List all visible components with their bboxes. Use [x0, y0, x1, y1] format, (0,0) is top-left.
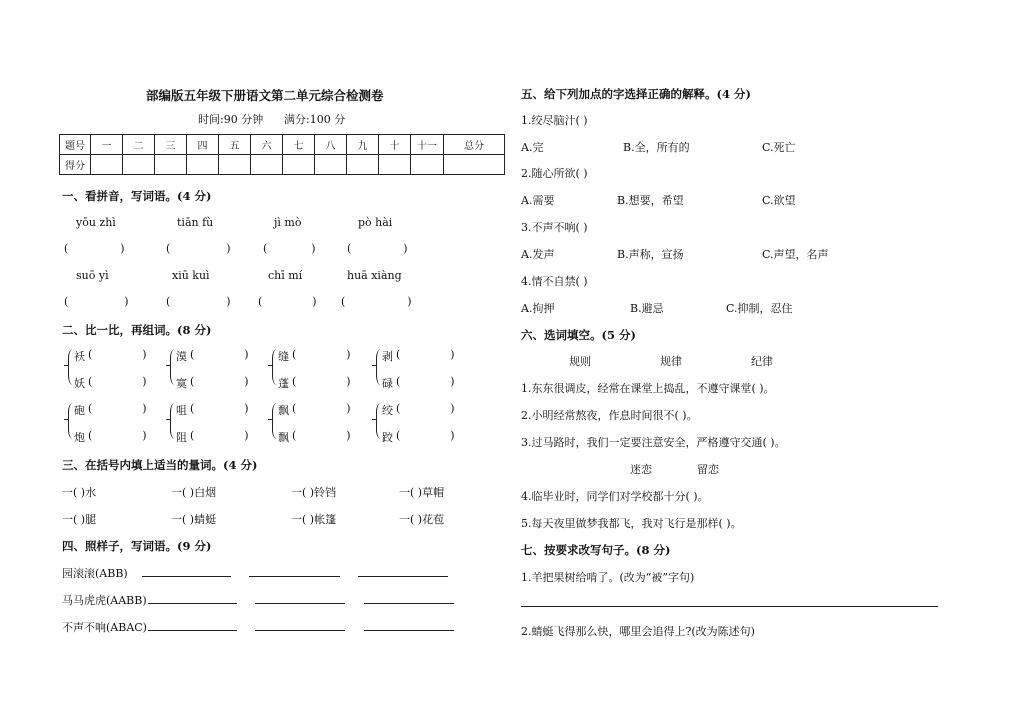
pattern-example: 不声不响(ABAC) — [62, 621, 147, 634]
option[interactable]: B.想要，希望 — [617, 194, 684, 207]
word-blank[interactable]: ( ) — [396, 375, 455, 388]
exam-full-score: 满分:100 分 — [284, 113, 346, 126]
score-cell: 六 — [251, 135, 283, 155]
word-blank[interactable]: ( ) — [88, 429, 147, 442]
word-blank[interactable]: ( ) — [190, 429, 249, 442]
word-blank[interactable]: ( ) — [292, 402, 351, 415]
answer-line[interactable] — [358, 576, 448, 577]
score-cell-blank[interactable] — [315, 155, 347, 175]
score-cell-blank[interactable] — [251, 155, 283, 175]
compare-char: 寞 — [176, 377, 187, 390]
score-cell: 七 — [283, 135, 315, 155]
pinyin: yōu zhì — [76, 216, 116, 229]
score-cell-blank[interactable] — [91, 155, 123, 175]
question[interactable]: 1.绞尽脑汁( ) — [521, 114, 588, 127]
pinyin: jì mò — [274, 216, 302, 229]
word-blank[interactable]: ( ) — [292, 429, 351, 442]
pinyin: xiū kuì — [172, 269, 210, 282]
word-blank[interactable]: ( ) — [88, 348, 147, 361]
word-blank[interactable]: ( ) — [190, 402, 249, 415]
option[interactable]: C.抑制，忍住 — [726, 302, 793, 315]
compare-char: 跤 — [382, 431, 393, 444]
fill-sentence[interactable]: 5.每天夜里做梦我都飞，我对飞行是那样( )。 — [521, 517, 742, 530]
word-blank[interactable]: ( ) — [88, 375, 147, 388]
measure-word-item[interactable]: 一( )花苞 — [399, 513, 445, 526]
section-2-heading: 二、比一比，再组词。(8 分) — [62, 323, 212, 337]
score-cell-blank[interactable] — [444, 155, 505, 175]
compare-char: 漠 — [176, 350, 187, 363]
score-cell: 五 — [219, 135, 251, 155]
pinyin: chī mí — [268, 269, 303, 282]
answer-line[interactable] — [255, 603, 345, 604]
score-cell-blank[interactable] — [187, 155, 219, 175]
option[interactable]: B.声称，宣扬 — [617, 248, 684, 261]
score-cell-blank[interactable] — [123, 155, 155, 175]
rewrite-question: 2.蜻蜓飞得那么快，哪里会追得上?(改为陈述句) — [521, 625, 755, 638]
measure-word-item[interactable]: 一( )草帽 — [399, 486, 445, 499]
fill-sentence[interactable]: 2.小明经常熬夜，作息时间很不( )。 — [521, 409, 698, 422]
pinyin: huā xiàng — [347, 269, 402, 282]
option[interactable]: B.避忌 — [630, 302, 664, 315]
fill-sentence[interactable]: 1.东东很调皮，经常在课堂上捣乱，不遵守课堂( )。 — [521, 382, 775, 395]
section-3-heading: 三、在括号内填上适当的量词。(4 分) — [62, 458, 258, 472]
option[interactable]: A.发声 — [521, 248, 555, 261]
score-cell: 二 — [123, 135, 155, 155]
compare-char: 碌 — [382, 377, 393, 390]
measure-word-item[interactable]: 一( )腿 — [62, 513, 97, 526]
score-cell-blank[interactable] — [155, 155, 187, 175]
score-cell: 总分 — [444, 135, 505, 155]
compare-char: 飘 — [278, 404, 289, 417]
measure-word-item[interactable]: 一( )水 — [62, 486, 97, 499]
question[interactable]: 2.随心所欲( ) — [521, 167, 588, 180]
word-choice: 迷恋 — [630, 463, 652, 476]
pinyin: tiān fù — [177, 216, 214, 229]
pinyin: suō yì — [76, 269, 109, 282]
score-cell: 九 — [347, 135, 379, 155]
score-cell-blank[interactable] — [411, 155, 444, 175]
word-blank[interactable]: ( ) — [396, 429, 455, 442]
answer-paren[interactable]: ( ) — [166, 295, 231, 308]
score-cell-blank[interactable] — [283, 155, 315, 175]
answer-paren[interactable]: ( ) — [341, 295, 412, 308]
answer-paren[interactable]: ( ) — [347, 242, 408, 255]
option[interactable]: C.欲望 — [762, 194, 796, 207]
pinyin: pò hài — [358, 216, 393, 229]
word-blank[interactable]: ( ) — [292, 375, 351, 388]
section-5-heading: 五、给下列加点的字选择正确的解释。(4 分) — [521, 87, 751, 101]
score-cell: 题号 — [60, 135, 91, 155]
score-cell: 十一 — [411, 135, 444, 155]
score-cell-blank[interactable] — [219, 155, 251, 175]
answer-line[interactable] — [364, 630, 454, 631]
exam-time: 时间:90 分钟 — [198, 113, 264, 126]
word-choice: 规则 — [569, 355, 591, 368]
score-table-score-row — [60, 155, 505, 175]
answer-line[interactable] — [255, 630, 345, 631]
question[interactable]: 4.情不自禁( ) — [521, 275, 588, 288]
section-4-heading: 四、照样子，写词语。(9 分) — [62, 539, 212, 553]
fill-sentence[interactable]: 4.临毕业时，同学们对学校都十分( )。 — [521, 490, 709, 503]
section-6-heading: 六、选词填空。(5 分) — [521, 328, 636, 342]
option[interactable]: C.声望，名声 — [762, 248, 829, 261]
option[interactable]: A.拘押 — [521, 302, 555, 315]
compare-char: 阻 — [176, 431, 187, 444]
score-cell: 十 — [379, 135, 411, 155]
answer-line[interactable] — [148, 603, 237, 604]
option[interactable]: A.需要 — [521, 194, 555, 207]
word-blank[interactable]: ( ) — [190, 375, 249, 388]
compare-char: 妖 — [74, 377, 85, 390]
answer-line[interactable] — [249, 576, 340, 577]
answer-line[interactable] — [142, 576, 231, 577]
page-title: 部编版五年级下册语文第二单元综合检测卷 — [146, 88, 384, 103]
answer-paren[interactable]: ( ) — [64, 295, 129, 308]
option[interactable]: B.全，所有的 — [623, 141, 690, 154]
answer-paren[interactable]: ( ) — [258, 295, 317, 308]
pattern-example: 马马虎虎(AABB) — [62, 594, 147, 607]
compare-char: 炮 — [74, 431, 85, 444]
answer-line[interactable] — [364, 603, 454, 604]
option[interactable]: C.死亡 — [762, 141, 796, 154]
score-table-header-row — [60, 135, 505, 155]
compare-char: 蓬 — [278, 377, 289, 390]
word-blank[interactable]: ( ) — [396, 348, 455, 361]
score-cell: 得分 — [60, 155, 91, 175]
word-choice: 规律 — [660, 355, 682, 368]
score-cell: 三 — [155, 135, 187, 155]
compare-char: 咀 — [176, 404, 187, 417]
score-cell: 四 — [187, 135, 219, 155]
word-blank[interactable]: ( ) — [190, 348, 249, 361]
measure-word-item[interactable]: 一( )白烟 — [171, 486, 217, 499]
answer-paren[interactable]: ( ) — [263, 242, 316, 255]
pattern-example: 园滚滚(ABB) — [62, 567, 128, 580]
score-cell: 八 — [315, 135, 347, 155]
fill-sentence[interactable]: 3.过马路时，我们一定要注意安全，严格遵守交通( )。 — [521, 436, 786, 449]
answer-paren[interactable]: ( ) — [64, 242, 125, 255]
measure-word-item[interactable]: 一( )蜻蜓 — [171, 513, 217, 526]
rewrite-question: 1.羊把果树给啃了。(改为“被”字句) — [521, 571, 695, 584]
answer-line[interactable] — [521, 606, 938, 607]
word-blank[interactable]: ( ) — [396, 402, 455, 415]
question[interactable]: 3.不声不响( ) — [521, 221, 588, 234]
word-blank[interactable]: ( ) — [292, 348, 351, 361]
word-choice: 纪律 — [751, 355, 773, 368]
score-table — [59, 134, 505, 175]
answer-paren[interactable]: ( ) — [166, 242, 231, 255]
section-1-heading: 一、看拼音，写词语。(4 分) — [62, 189, 212, 203]
answer-line[interactable] — [148, 630, 237, 631]
compare-char: 袄 — [74, 350, 85, 363]
compare-char: 缝 — [278, 350, 289, 363]
score-cell: 一 — [91, 135, 123, 155]
measure-word-item[interactable]: 一( )铃铛 — [291, 486, 337, 499]
word-blank[interactable]: ( ) — [88, 402, 147, 415]
compare-char: 剥 — [382, 350, 393, 363]
section-7-heading: 七、按要求改写句子。(8 分) — [521, 543, 671, 557]
compare-char: 绞 — [382, 404, 393, 417]
score-cell-blank[interactable] — [347, 155, 379, 175]
compare-char: 飘 — [278, 431, 289, 444]
compare-char: 砲 — [74, 404, 85, 417]
word-choice: 留恋 — [697, 463, 719, 476]
measure-word-item[interactable]: 一( )帐篷 — [291, 513, 337, 526]
option[interactable]: A.完 — [521, 141, 544, 154]
score-cell-blank[interactable] — [379, 155, 411, 175]
